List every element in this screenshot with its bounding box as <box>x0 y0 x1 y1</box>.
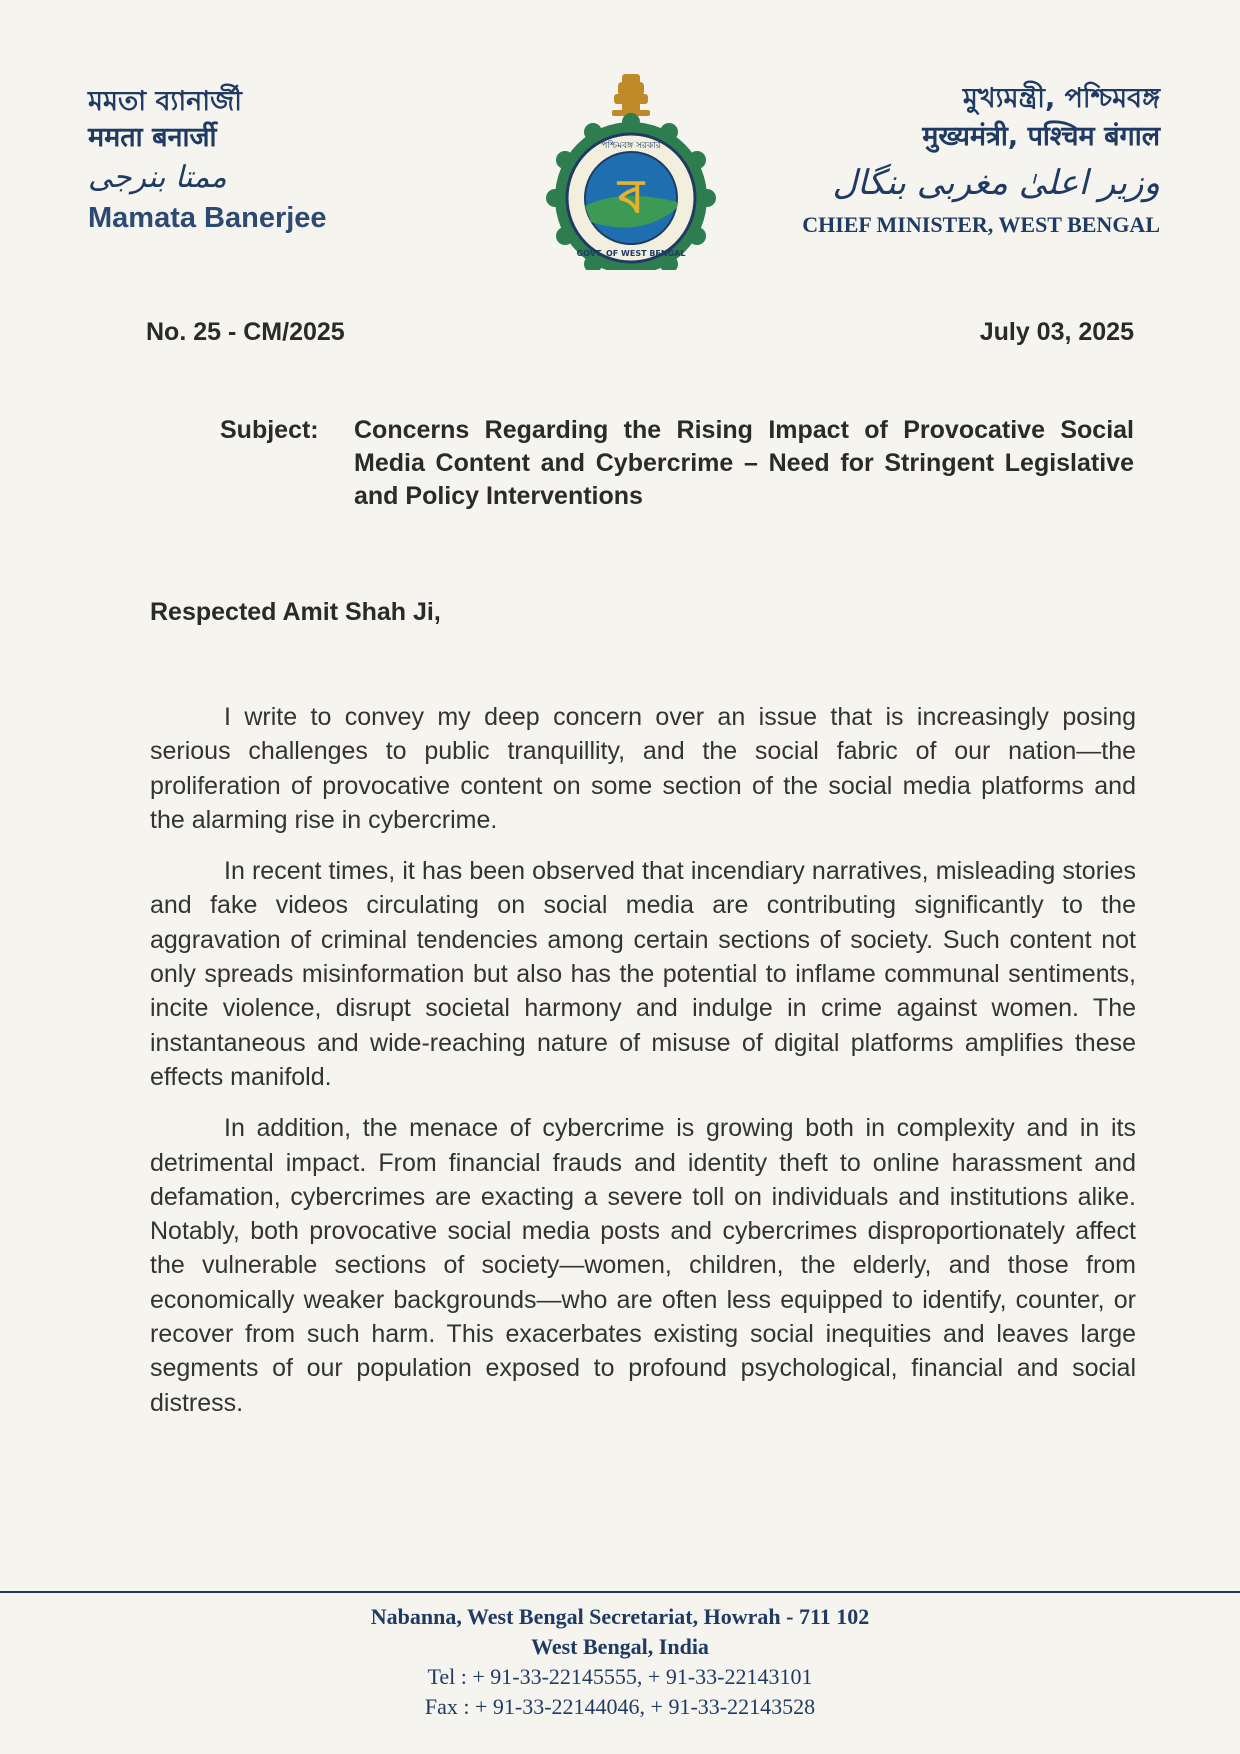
salutation: Respected Amit Shah Ji, <box>150 598 441 626</box>
name-bengali: মমতা ব্যানার্জী <box>88 86 242 117</box>
office-title-block <box>700 80 1160 238</box>
emblem-center-letter: ব <box>618 169 644 223</box>
letter-body <box>150 700 1136 1437</box>
footer-fax: Fax : + 91-33-22144046, + 91-33-22143528 <box>424 1694 816 1719</box>
subject-label: Subject: <box>220 416 319 444</box>
reference-number: No. 25 - CM/2025 <box>146 318 345 346</box>
body-paragraph: In addition, the menace of cybercrime is growing both in complexity and in its detrimental impact. From financial frauds and identity theft to online harassment and defamation, cybercrimes are exacting a severe toll on individuals and institutions alike. Notably, both provocative social media posts and cybercrimes disproportionately affect the vulnerable sections of society—women, children, the elderly, and those from economically weaker backgrounds—who are often less equipped to identify, counter, or recover from such harm. This exacerbates existing social inequities and leaves large segments of our population exposed to profound psychological, financial and social distress. <box>150 1114 1136 1417</box>
body-paragraph: In recent times, it has been observed that incendiary narratives, misleading stories and fake videos circulating on social media are contributing significantly to the aggravation of criminal tendencies among certain sections of society. Such content not only spreads misinformation but also has the potential to inflame communal sentiments, incite violence, disrupt societal harmony and indulge in crime against women. The instantaneous and wide-reaching nature of misuse of digital platforms amplifies these effects manifold. <box>150 857 1136 1091</box>
name-english: Mamata Banerjee <box>88 202 327 234</box>
letter-date: July 03, 2025 <box>979 318 1134 346</box>
title-hindi: मुख्यमंत्री, पश्चिम बंगाल <box>922 121 1160 152</box>
footer-tel: Tel : + 91-33-22145555, + 91-33-22143101 <box>427 1664 813 1689</box>
title-bengali: মুখ্যমন্ত্রী, পশ্চিমবঙ্গ <box>962 83 1160 114</box>
lion-capital-icon <box>612 74 650 116</box>
subject-block <box>220 414 1134 513</box>
name-hindi: ममता बनार्जी <box>88 122 217 153</box>
sender-name-block <box>88 84 388 235</box>
footer-address-line2: West Bengal, India <box>531 1634 709 1659</box>
title-english: CHIEF MINISTER, WEST BENGAL <box>802 212 1160 237</box>
emblem-bottom-text: GOVT. OF WEST BENGAL <box>576 249 686 258</box>
footer-address <box>220 1602 1020 1722</box>
body-paragraph: I write to convey my deep concern over an issue that is increasingly posing serious challenges to public tranquillity, and the social fabric of our nation—the proliferation of provocative content on some section of the social media platforms and the alarming rise in cybercrime. <box>150 703 1136 834</box>
title-urdu: وزیر اعلیٰ مغربی بنگال <box>832 163 1160 203</box>
name-urdu: ممتا بنرجی <box>88 160 227 195</box>
footer-divider <box>0 1591 1240 1593</box>
footer-address-line1: Nabanna, West Bengal Secretariat, Howrah - 711 102 <box>370 1604 870 1629</box>
west-bengal-emblem-icon <box>542 70 720 270</box>
subject-text: Concerns Regarding the Rising Impact of Provocative Social Media Content and Cybercrime – Need for Stringent Legislative and Policy Interventions <box>354 416 1134 510</box>
emblem-top-text: পশ্চিমবঙ্গ সরকার <box>601 141 661 151</box>
